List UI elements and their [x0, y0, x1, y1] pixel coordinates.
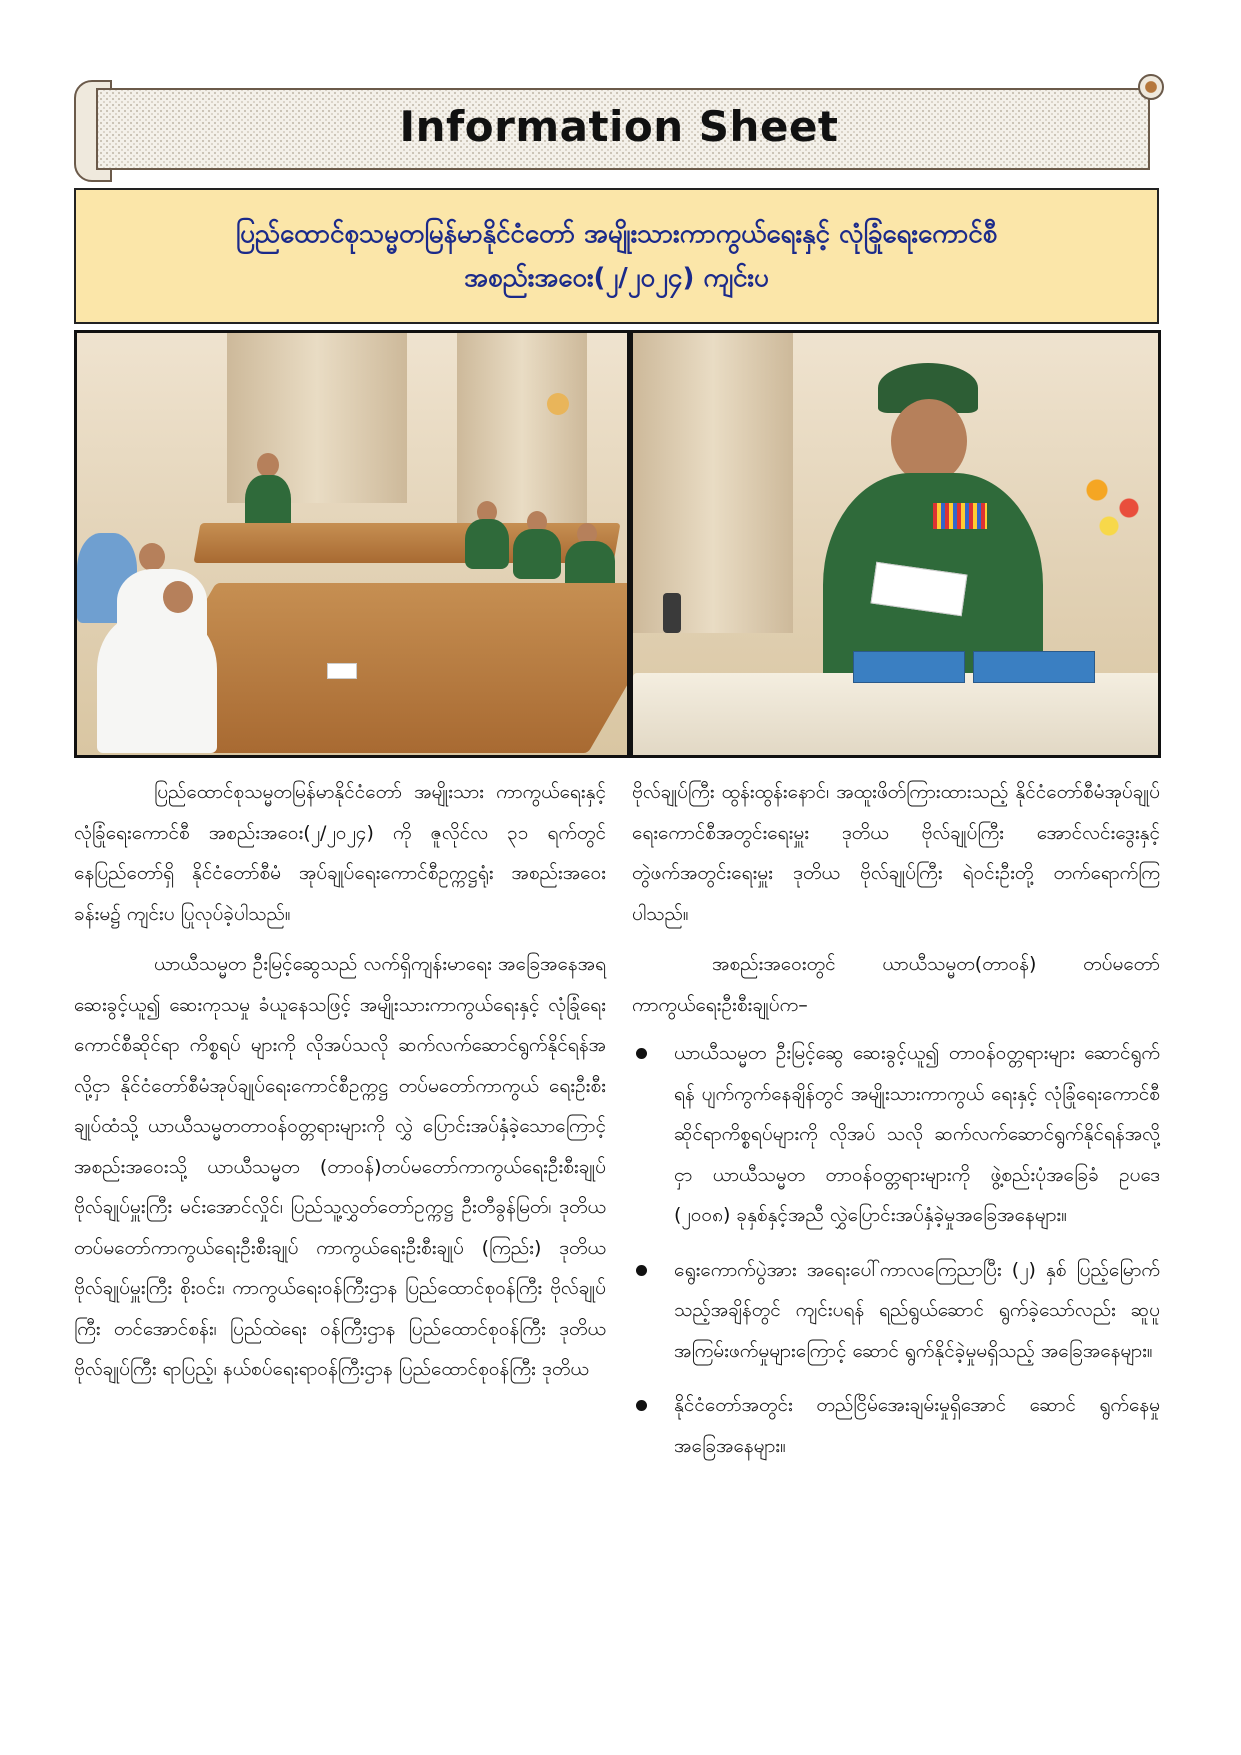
list-item-text: နိုင်ငံတော်အတွင်း တည်ငြိမ်အေးချမ်းမှုရှိအောင် ဆောင် ရွက်နေမှုအခြေအနေများ။	[674, 1394, 1160, 1457]
scroll-curl-right	[1138, 74, 1164, 100]
agenda-list	[632, 1033, 1160, 1466]
list-item-text: ယာယီသမ္မတ ဦးမြင့်ဆွေ ဆေးခွင့်ယူ၍ တာဝန်ဝတ္တရားများ ဆောင်ရွက်ရန် ပျက်ကွက်နေချိန်တွင် အမျိုးသားကာကွယ် ရေးနှင့် လုံခြုံရေးကောင်စီဆိုင်ရာကိစ္စရပ်များကို လိုအပ် သလို ဆက်လက်ဆောင်ရွက်နိုင်ရန်အလို့ငှာ ယာယီသမ္မတ တာဝန်ဝတ္တရားများကို ဖွဲ့စည်းပုံအခြေခံ ဥပဒေ (၂၀၀၈) ခုနှစ်နှင့်အညီ လွှဲပြောင်းအပ်နှံခဲ့မှုအခြေအနေများ။	[674, 1042, 1160, 1226]
article-paragraph: ယာယီသမ္မတ ဦးမြင့်ဆွေသည် လက်ရှိကျန်းမာရေး အခြေအနေအရ ဆေးခွင့်ယူ၍ ဆေးကုသမှု ခံယူနေသဖြင့် အမျိုးသားကာကွယ်ရေးနှင့် လုံခြုံရေးကောင်စီဆိုင်ရာ ကိစ္စရပ် များကို လိုအပ်သလို ဆက်လက်ဆောင်ရွက်နိုင်ရန်အလို့ငှာ နိုင်ငံတော်စီမံအုပ်ချုပ်ရေးကောင်စီဥက္ကဋ္ဌ တပ်မတော်ကာကွယ် ရေးဦးစီးချုပ်ထံသို့ ယာယီသမ္မတတာဝန်ဝတ္တရားများကို လွှဲ ပြောင်းအပ်နှံခဲ့သောကြောင့် အစည်းအဝေးသို့ ယာယီသမ္မတ (တာဝန်)တပ်မတော်ကာကွယ်ရေးဦးစီးချုပ် ဗိုလ်ချုပ်မှူးကြီး မင်းအောင်လှိုင်၊ ပြည်သူ့လွှတ်တော်ဥက္ကဋ္ဌ ဦးတီခွန်မြတ်၊ ဒုတိယ တပ်မတော်ကာကွယ်ရေးဦးစီးချုပ် ကာကွယ်ရေးဦးစီးချုပ် (ကြည်း) ဒုတိယဗိုလ်ချုပ်မှူးကြီး စိုးဝင်း၊ ကာကွယ်ရေးဝန်ကြီးဌာန ပြည်ထောင်စုဝန်ကြီး ဗိုလ်ချုပ်ကြီး တင်အောင်စန်း၊ ပြည်ထဲရေး ဝန်ကြီးဌာန ပြည်ထောင်စုဝန်ကြီး ဒုတိယဗိုလ်ချုပ်ကြီး ရာပြည့်၊ နယ်စပ်ရေးရာဝန်ကြီးဌာန ပြည်ထောင်စုဝန်ကြီး ဒုတိယ	[74, 953, 606, 1380]
article-paragraph: ပြည်ထောင်စုသမ္မတမြန်မာနိုင်ငံတော် အမျိုးသား ကာကွယ်ရေးနှင့် လုံခြုံရေးကောင်စီ အစည်းအဝေး(၂/၂၀၂၄) ကို ဇူလိုင်လ ၃၁ ရက်တွင် နေပြည်တော်ရှိ နိုင်ငံတော်စီမံ အုပ်ချုပ်ရေးကောင်စီဥက္ကဋ္ဌရုံး အစည်းအဝေးခန်းမ၌ ကျင်းပ ပြုလုပ်ခဲ့ပါသည်။	[74, 781, 606, 925]
bullet-icon	[636, 1265, 647, 1276]
list-item	[632, 1385, 1160, 1466]
speaker-head	[257, 453, 279, 477]
page-title: Information Sheet	[399, 102, 839, 151]
thermos-icon	[663, 593, 681, 633]
attendee-head	[163, 581, 193, 613]
list-item	[632, 1250, 1160, 1372]
article-column-left	[74, 772, 606, 1390]
officer-figure	[465, 519, 509, 569]
article-paragraph: အစည်းအဝေးတွင် ယာယီသမ္မတ(တာဝန်) တပ်မတော် ကာကွယ်ရေးဦးစီးချုပ်က–	[632, 953, 1160, 1016]
headline-line-2: အစည်းအဝေး(၂/၂၀၂၄) ကျင်းပ	[464, 263, 769, 293]
flower-arrangement	[1073, 463, 1153, 553]
title-banner	[74, 80, 1164, 178]
speaker-photo	[630, 330, 1161, 758]
list-item	[632, 1033, 1160, 1236]
attendee-head	[139, 543, 165, 571]
article-column-right	[632, 772, 1160, 1480]
name-plate	[327, 663, 357, 679]
podium-table	[633, 673, 1161, 758]
name-plaque	[853, 651, 965, 683]
list-item-text: ရွေးကောက်ပွဲအား အရေးပေါ်ကာလကြေညာပြီး (၂) နှစ် ပြည့်မြောက်သည့်အချိန်တွင် ကျင်းပရန် ရည်ရွယ်ဆောင် ရွက်ခဲ့သော်လည်း ဆူပူအကြမ်းဖက်မှုများကြောင့် ဆောင် ရွက်နိုင်ခဲ့မှုမရှိသည့် အခြေအနေများ။	[674, 1258, 1160, 1362]
attendee-figure	[97, 613, 217, 753]
photo-wall-panel	[457, 333, 587, 523]
headline-box	[74, 188, 1159, 324]
meeting-room-photo	[74, 330, 630, 758]
bullet-icon	[636, 1048, 647, 1059]
officer-figure	[513, 529, 561, 579]
name-plaque	[973, 651, 1095, 683]
bullet-icon	[636, 1400, 647, 1411]
officer-head	[891, 399, 967, 483]
wall-lamp-icon	[547, 393, 569, 415]
headline-line-1: ပြည်ထောင်စုသမ္မတမြန်မာနိုင်ငံတော် အမျိုးသားကာကွယ်ရေးနှင့် လုံခြုံရေးကောင်စီ	[235, 219, 998, 249]
article-paragraph: ဗိုလ်ချုပ်ကြီး ထွန်းထွန်းနောင်၊ အထူးဖိတ်ကြားထားသည့် နိုင်ငံတော်စီမံအုပ်ချုပ်ရေးကောင်စီအတွင်းရေးမှူး ဒုတိယ ဗိုလ်ချုပ်ကြီး အောင်လင်းဒွေးနှင့် တွဲဖက်အတွင်းရေးမှူး ဒုတိယ ဗိုလ်ချုပ်ကြီး ရဲဝင်းဦးတို့ တက်ရောက်ကြပါသည်။	[632, 781, 1160, 925]
medal-ribbons	[933, 503, 987, 529]
photo-wall-panel	[633, 333, 793, 633]
